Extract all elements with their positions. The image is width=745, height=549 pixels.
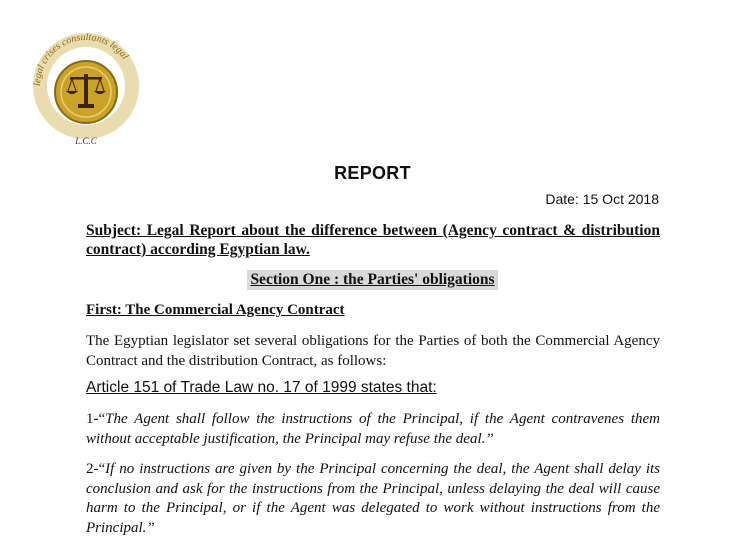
section-heading-wrap [0, 270, 745, 290]
item-prefix: 1-“ [86, 411, 106, 427]
section-heading: Section One : the Parties' obligations [247, 270, 497, 290]
item-quote: If no instructions are given by the Principal concerning the deal, the Agent shall delay its conclusion and ask for the instructions from the Principal, unless delaying the deal will cause harm to the Principal, or if the Agent was delegated to work without instructions from the Principal.” [86, 461, 660, 536]
report-date: Date: 15 Oct 2018 [545, 191, 659, 207]
first-heading: First: The Commercial Agency Contract [86, 302, 345, 318]
subject-line: Subject: Legal Report about the difference between (Agency contract & distribution contract) according Egyptian law. [86, 222, 660, 258]
item-prefix: 2-“ [86, 461, 106, 477]
list-item [86, 460, 660, 538]
list-item [86, 410, 660, 449]
article-heading: Article 151 of Trade Law no. 17 of 1999 states that: [86, 379, 437, 396]
item-quote: The Agent shall follow the instructions of the Principal, if the Agent contravenes them without acceptable justification, the Principal may refuse the deal.” [86, 411, 660, 447]
logo-arc-path-text: legal crises consultants legal [31, 31, 131, 87]
logo-initials: L.C.C [75, 136, 97, 146]
intro-paragraph: The Egyptian legislator set several obligations for the Parties of both the Commercial Agency Contract and the distribution Contract, as follows: [86, 333, 660, 369]
company-logo [28, 22, 144, 150]
report-title: REPORT [334, 163, 411, 183]
logo-emblem [28, 22, 144, 150]
